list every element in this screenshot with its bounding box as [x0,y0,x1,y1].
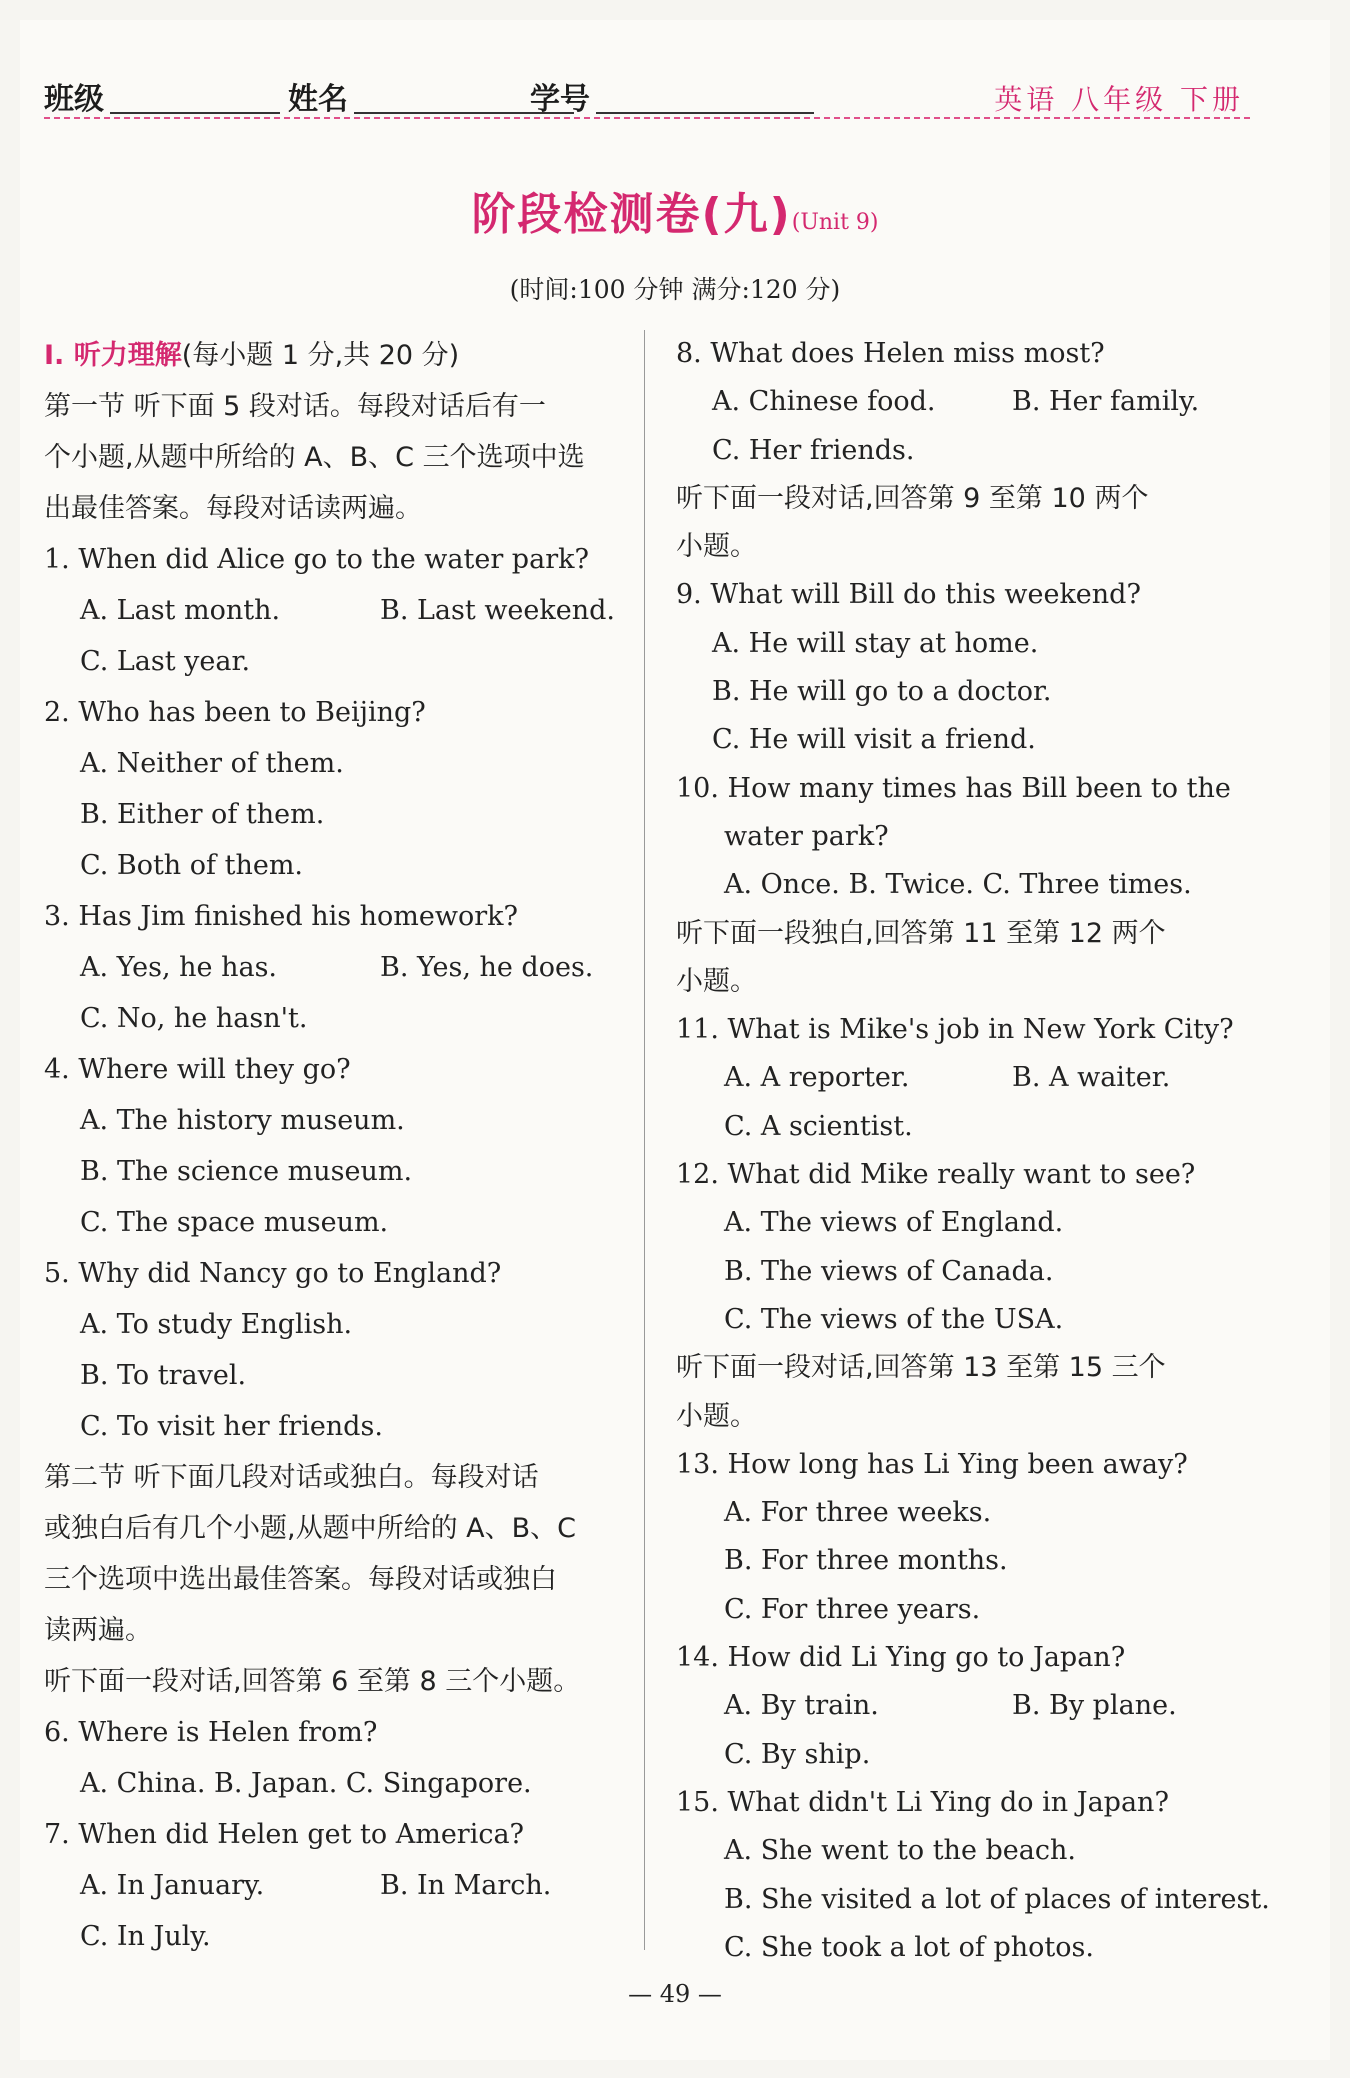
option-c[interactable]: C. She took a lot of photos. [724,1931,1094,1963]
class-blank-line[interactable] [110,112,280,114]
option-a[interactable]: A. To study English. [80,1309,353,1340]
column-divider [644,330,645,1950]
options-row [44,585,624,636]
option-b[interactable]: B. The science museum. [80,1156,413,1187]
option-a[interactable]: A. He will stay at home. [712,627,1039,659]
option-a[interactable]: A. By train. [724,1690,879,1722]
question-15: 15. What didn't Li Ying do in Japan? [676,1786,1169,1818]
option-c[interactable]: C. Last year. [80,646,251,677]
dialog-instruction: 听下面一段对话,回答第 9 至第 10 两个 [676,482,1149,514]
question-8: 8. What does Helen miss most? [676,338,1105,369]
class-label: 班级 [44,82,104,117]
title-main: 阶段检测卷(九) [471,189,792,240]
options-row[interactable]: A. China. B. Japan. C. Singapore. [80,1768,532,1799]
option-c[interactable]: C. For three years. [724,1593,981,1625]
header-divider [44,117,1250,119]
option-b[interactable]: B. In March. [380,1870,552,1901]
question-5: 5. Why did Nancy go to England? [44,1258,502,1289]
option-b[interactable]: B. Yes, he does. [380,952,594,983]
option-c[interactable]: C. A scientist. [724,1110,913,1142]
question-12: 12. What did Mike really want to see? [676,1159,1196,1191]
number-blank-line[interactable] [596,112,814,114]
options-row[interactable]: A. Once. B. Twice. C. Three times. [724,869,1192,901]
dialog-instruction: 听下面一段对话,回答第 13 至第 15 三个 [676,1352,1166,1384]
option-c[interactable]: C. Her friends. [712,434,915,466]
book-title: 英语 八年级 下册 [994,83,1244,116]
title-unit: (Unit 9) [791,210,879,235]
option-a[interactable]: A. Last month. [80,595,281,626]
page-number: — 49 — [628,1980,722,2008]
instruction-line: 第一节 听下面 5 段对话。每段对话后有一 [44,391,546,422]
instruction-line: 三个选项中选出最佳答案。每段对话或独白 [44,1564,557,1595]
option-b[interactable]: B. He will go to a doctor. [712,676,1052,708]
name-label: 姓名 [288,82,348,117]
question-14: 14. How did Li Ying go to Japan? [676,1642,1126,1674]
question-1: 1. When did Alice go to the water park? [44,544,589,575]
monologue-instruction: 小题。 [676,965,757,997]
options-row [44,1860,624,1911]
options-row [676,1682,1256,1730]
instruction-line: 第二节 听下面几段对话或独白。每段对话 [44,1462,539,1493]
option-c[interactable]: C. To visit her friends. [80,1411,383,1442]
option-b[interactable]: B. For three months. [724,1545,1008,1577]
question-10-cont: water park? [724,820,889,852]
option-b[interactable]: B. Either of them. [80,799,325,830]
option-c[interactable]: C. The views of the USA. [724,1303,1064,1335]
instruction-line: 个小题,从题中所给的 A、B、C 三个选项中选 [44,442,585,473]
option-b[interactable]: B. The views of Canada. [724,1255,1054,1287]
option-a[interactable]: A. She went to the beach. [724,1835,1076,1867]
question-11: 11. What is Mike's job in New York City? [676,1014,1234,1046]
question-9: 9. What will Bill do this weekend? [676,579,1141,611]
options-row [44,942,624,993]
option-b[interactable]: B. A waiter. [1012,1062,1171,1094]
options-row [676,378,1256,426]
option-a[interactable]: A. In January. [80,1870,265,1901]
option-b[interactable]: B. To travel. [80,1360,247,1391]
question-6: 6. Where is Helen from? [44,1717,378,1748]
number-label: 学号 [530,82,590,117]
option-c[interactable]: C. In July. [80,1921,211,1952]
option-a[interactable]: A. Neither of them. [80,748,344,779]
option-c[interactable]: C. The space museum. [80,1207,389,1238]
section-heading: Ⅰ. 听力理解(每小题 1 分,共 20 分) [44,340,460,371]
time-info: (时间:100 分钟 满分:120 分) [509,275,841,304]
student-info-header [44,74,1244,117]
option-a[interactable]: A. Yes, he has. [80,952,278,983]
left-column [44,330,624,1962]
option-c[interactable]: C. By ship. [724,1738,871,1770]
monologue-instruction: 听下面一段独白,回答第 11 至第 12 两个 [676,917,1166,949]
option-a[interactable]: A. The views of England. [724,1207,1064,1239]
option-c[interactable]: C. He will visit a friend. [712,724,1036,756]
option-b[interactable]: B. By plane. [1012,1690,1177,1722]
question-2: 2. Who has been to Beijing? [44,697,426,728]
instruction-line: 读两遍。 [44,1615,152,1646]
question-4: 4. Where will they go? [44,1054,351,1085]
options-row [676,1054,1256,1102]
instruction-line: 出最佳答案。每段对话读两遍。 [44,493,422,524]
question-3: 3. Has Jim finished his homework? [44,901,518,932]
question-7: 7. When did Helen get to America? [44,1819,525,1850]
option-c[interactable]: C. Both of them. [80,850,304,881]
option-b[interactable]: B. Her family. [1012,386,1200,418]
instruction-line: 或独白后有几个小题,从题中所给的 A、B、C [44,1513,577,1544]
option-b[interactable]: B. She visited a lot of places of interest. [724,1883,1270,1915]
option-a[interactable]: A. The history museum. [80,1105,405,1136]
dialog-instruction: 听下面一段对话,回答第 6 至第 8 三个小题。 [44,1666,581,1697]
option-a[interactable]: A. A reporter. [724,1062,910,1094]
dialog-instruction: 小题。 [676,531,757,563]
option-c[interactable]: C. No, he hasn't. [80,1003,308,1034]
question-10: 10. How many times has Bill been to the [676,772,1231,804]
option-b[interactable]: B. Last weekend. [380,595,615,626]
option-a[interactable]: A. Chinese food. [712,386,936,418]
option-a[interactable]: A. For three weeks. [724,1497,992,1529]
page-title [0,178,1350,242]
dialog-instruction: 小题。 [676,1400,757,1432]
right-column [676,330,1270,1972]
question-13: 13. How long has Li Ying been away? [676,1448,1188,1480]
